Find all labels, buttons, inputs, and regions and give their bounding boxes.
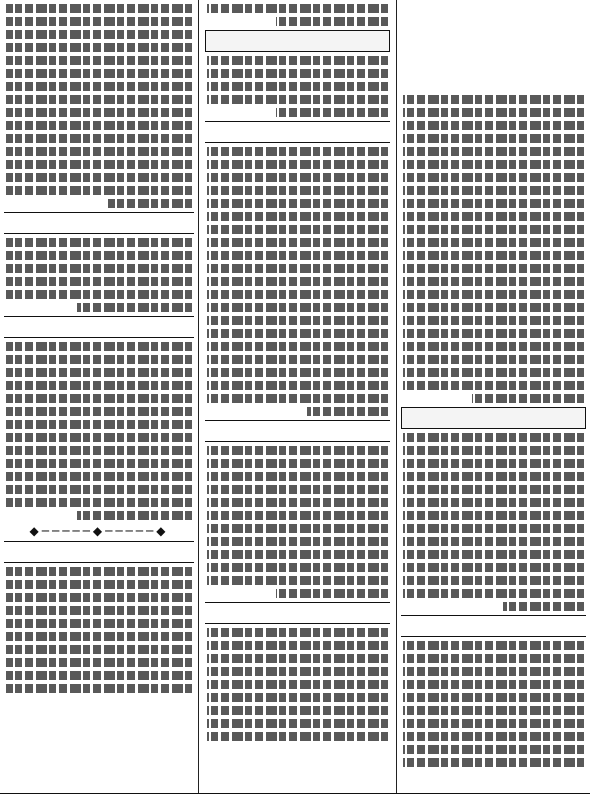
grid-word [542,4,586,16]
grid-word [542,19,586,31]
section-heading [4,212,194,234]
column-divider [198,0,199,793]
grid-word [495,19,539,31]
paragraph [4,4,194,208]
grid-word [448,64,492,76]
grid-word [448,4,492,16]
grid-word [448,79,492,91]
section-heading [4,541,194,563]
grid-word [495,64,539,76]
paragraph [205,4,390,26]
section-heading [205,602,390,624]
grid-word [495,79,539,91]
word-grid [401,4,586,91]
grid-word [542,34,586,46]
paragraph [205,446,390,598]
paragraph [4,238,194,312]
grid-word [401,49,445,61]
grid-word [495,4,539,16]
grid-word [495,49,539,61]
grid-word [448,19,492,31]
section-heading [401,615,586,637]
column-left [4,0,194,793]
grid-word [542,79,586,91]
paragraph [401,433,586,611]
paragraph [401,95,586,403]
column-right [401,0,586,793]
paragraph [205,147,390,416]
column-divider [396,0,397,793]
grid-word [401,19,445,31]
section-heading [205,121,390,143]
grid-word [448,34,492,46]
grid-word [401,4,445,16]
page-footer [0,793,590,807]
ornament-divider: ◆─────◆─────◆ [29,524,169,538]
grid-word [401,34,445,46]
grid-word [542,49,586,61]
section-heading [4,316,194,338]
section-heading [205,420,390,442]
grid-word [542,64,586,76]
paragraph [4,567,194,693]
paragraph [401,641,586,767]
grid-word [448,49,492,61]
paragraph [4,342,194,520]
grid-word [495,34,539,46]
paragraph [205,628,390,741]
section-heading [205,30,390,52]
column-middle [205,0,390,793]
grid-word [401,79,445,91]
grid-word [401,64,445,76]
paragraph [205,56,390,117]
section-heading [401,407,586,429]
